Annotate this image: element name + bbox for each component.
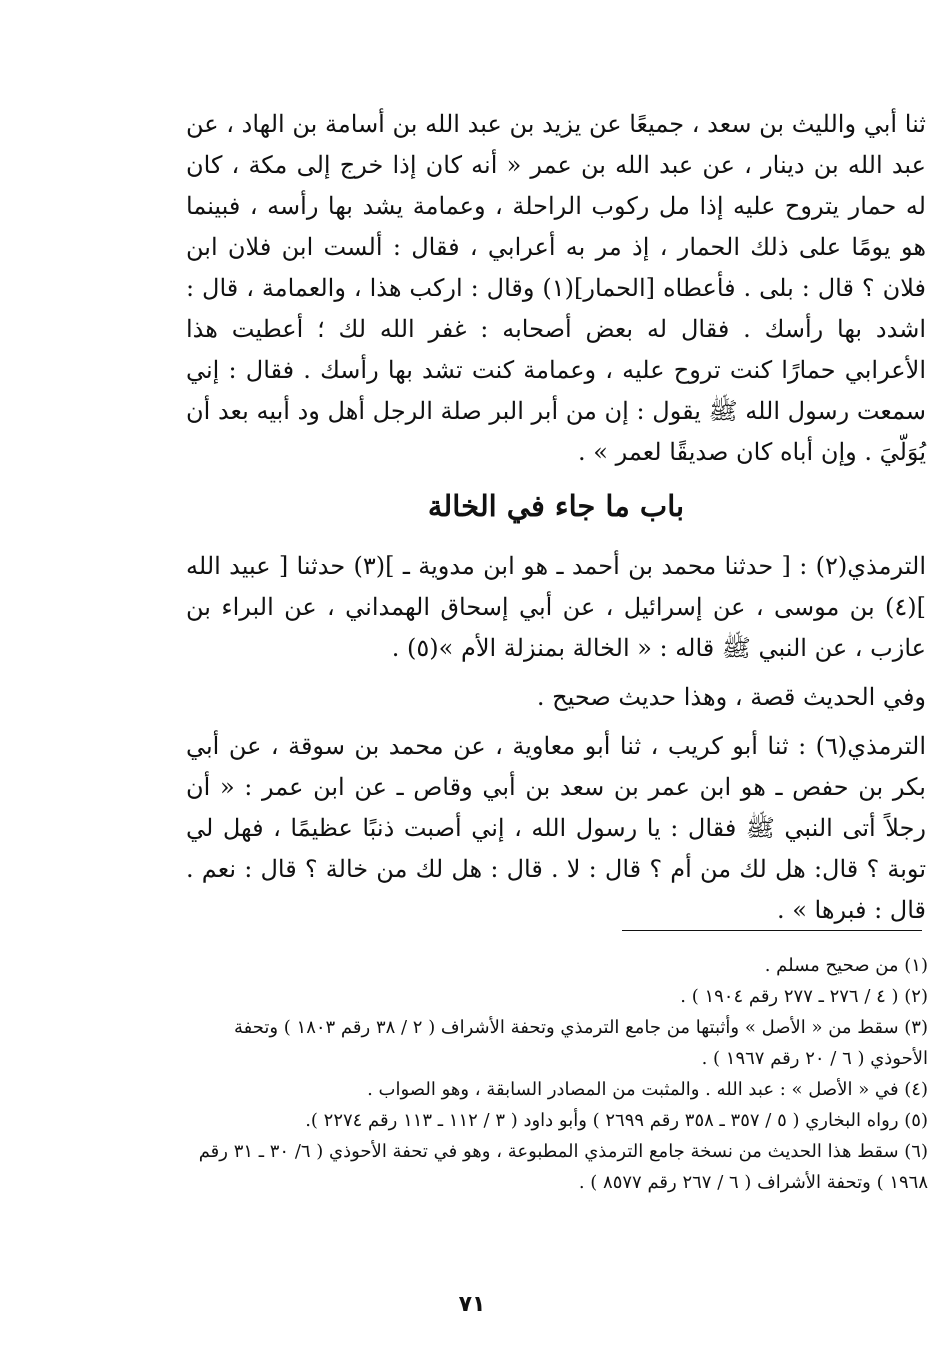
paragraph: الترمذي(٢) : [ حدثنا محمد بن أحمد ـ هو ابن مدوية ـ ](٣) حدثنا [ عبيد الله ](٤) بن موسى ، عن إسرائيل ، عن أبي إسحاق الهمداني ، عن البراء بن عازب ، عن النبي ﷺ قاله : « الخالة بمنزلة الأم »(٥) . bbox=[186, 552, 926, 662]
page-number: ٧١ bbox=[458, 1292, 486, 1317]
footnote: (٣) سقط من « الأصل » وأثبتها من جامع الترمذي وتحفة الأشراف ( ٢ / ٣٨ رقم ١٨٠٣ ) وتحفة الأحوذي ( ٦ / ٢٠ رقم ١٩٦٧ ) . bbox=[233, 1017, 928, 1069]
paragraph: ثنا أبي والليث بن سعد ، جميعًا عن يزيد بن عبد الله بن أسامة بن الهاد ، عن عبد الله بن دينار ، عن عبد الله بن عمر « أنه كان إذا خرج إلى مكة ، كان له حمار يتروح عليه إذا مل ركوب الراحلة ، وعمامة يشد بها رأسه ، فبينما هو يومًا على ذلك الحمار ، إذ مر به أعرابي ، فقال : ألست ابن فلان ابن فلان ؟ قال : بلى . فأعطاه [الحمار](١) وقال : اركب هذا ، والعمامة ، قال : اشدد بها رأسك . فقال له بعض أصحابه : غفر الله لك ؛ أعطيت هذا الأعرابي حمارًا كنت تروح عليه ، وعمامة كنت تشد بها رأسك . فقال : إني سمعت رسول الله ﷺ يقول : إن من أبر البر صلة الرجل أهل ود أبيه بعد أن يُوَلّيَ . وإن أباه كان صديقًا لعمر » . bbox=[186, 110, 926, 466]
footnote: (٥) رواه البخاري ( ٥ / ٣٥٧ ـ ٣٥٨ رقم ٢٦٩٩ ) وأبو داود ( ٣ / ١١٢ ـ ١١٣ رقم ٢٢٧٤ ). bbox=[305, 1110, 928, 1131]
footnote: (٦) سقط هذا الحديث من نسخة جامع الترمذي المطبوعة ، وهو في تحفة الأحوذي ( ٦/ ٣٠ ـ ٣١ رقم ١٩٦٨ ) وتحفة الأشراف ( ٦ / ٢٦٧ رقم ٨٥٧٧ ) . bbox=[198, 1141, 928, 1193]
footnote: (٢) ( ٤ / ٢٧٦ ـ ٢٧٧ رقم ١٩٠٤ ) . bbox=[680, 986, 928, 1007]
paragraph: الترمذي(٦) : ثنا أبو كريب ، ثنا أبو معاوية ، عن محمد بن سوقة ، عن أبي بكر بن حفص ـ هو ابن عمر بن سعد بن أبي وقاص ـ عن ابن عمر : « أن رجلاً أتى النبي ﷺ فقال : يا رسول الله ، إني أصبت ذنبًا عظيمًا ، فهل لي توبة ؟ قال: هل لك من أم ؟ قال : لا . قال : هل لك من خالة ؟ قال : نعم . قال : فبرها » . bbox=[186, 732, 926, 924]
footnote-divider bbox=[622, 930, 922, 931]
hadith-passages bbox=[186, 546, 926, 931]
hadith-passage bbox=[186, 104, 926, 473]
footnote: (١) من صحيح مسلم . bbox=[764, 955, 928, 976]
section-heading: باب ما جاء في الخالة bbox=[427, 489, 685, 523]
footnote: (٤) في « الأصل » : عبد الله . والمثبت من المصادر السابقة ، وهو الصواب . bbox=[367, 1079, 928, 1100]
paragraph: وفي الحديث قصة ، وهذا حديث صحيح . bbox=[536, 683, 926, 711]
footnotes bbox=[186, 950, 928, 1198]
